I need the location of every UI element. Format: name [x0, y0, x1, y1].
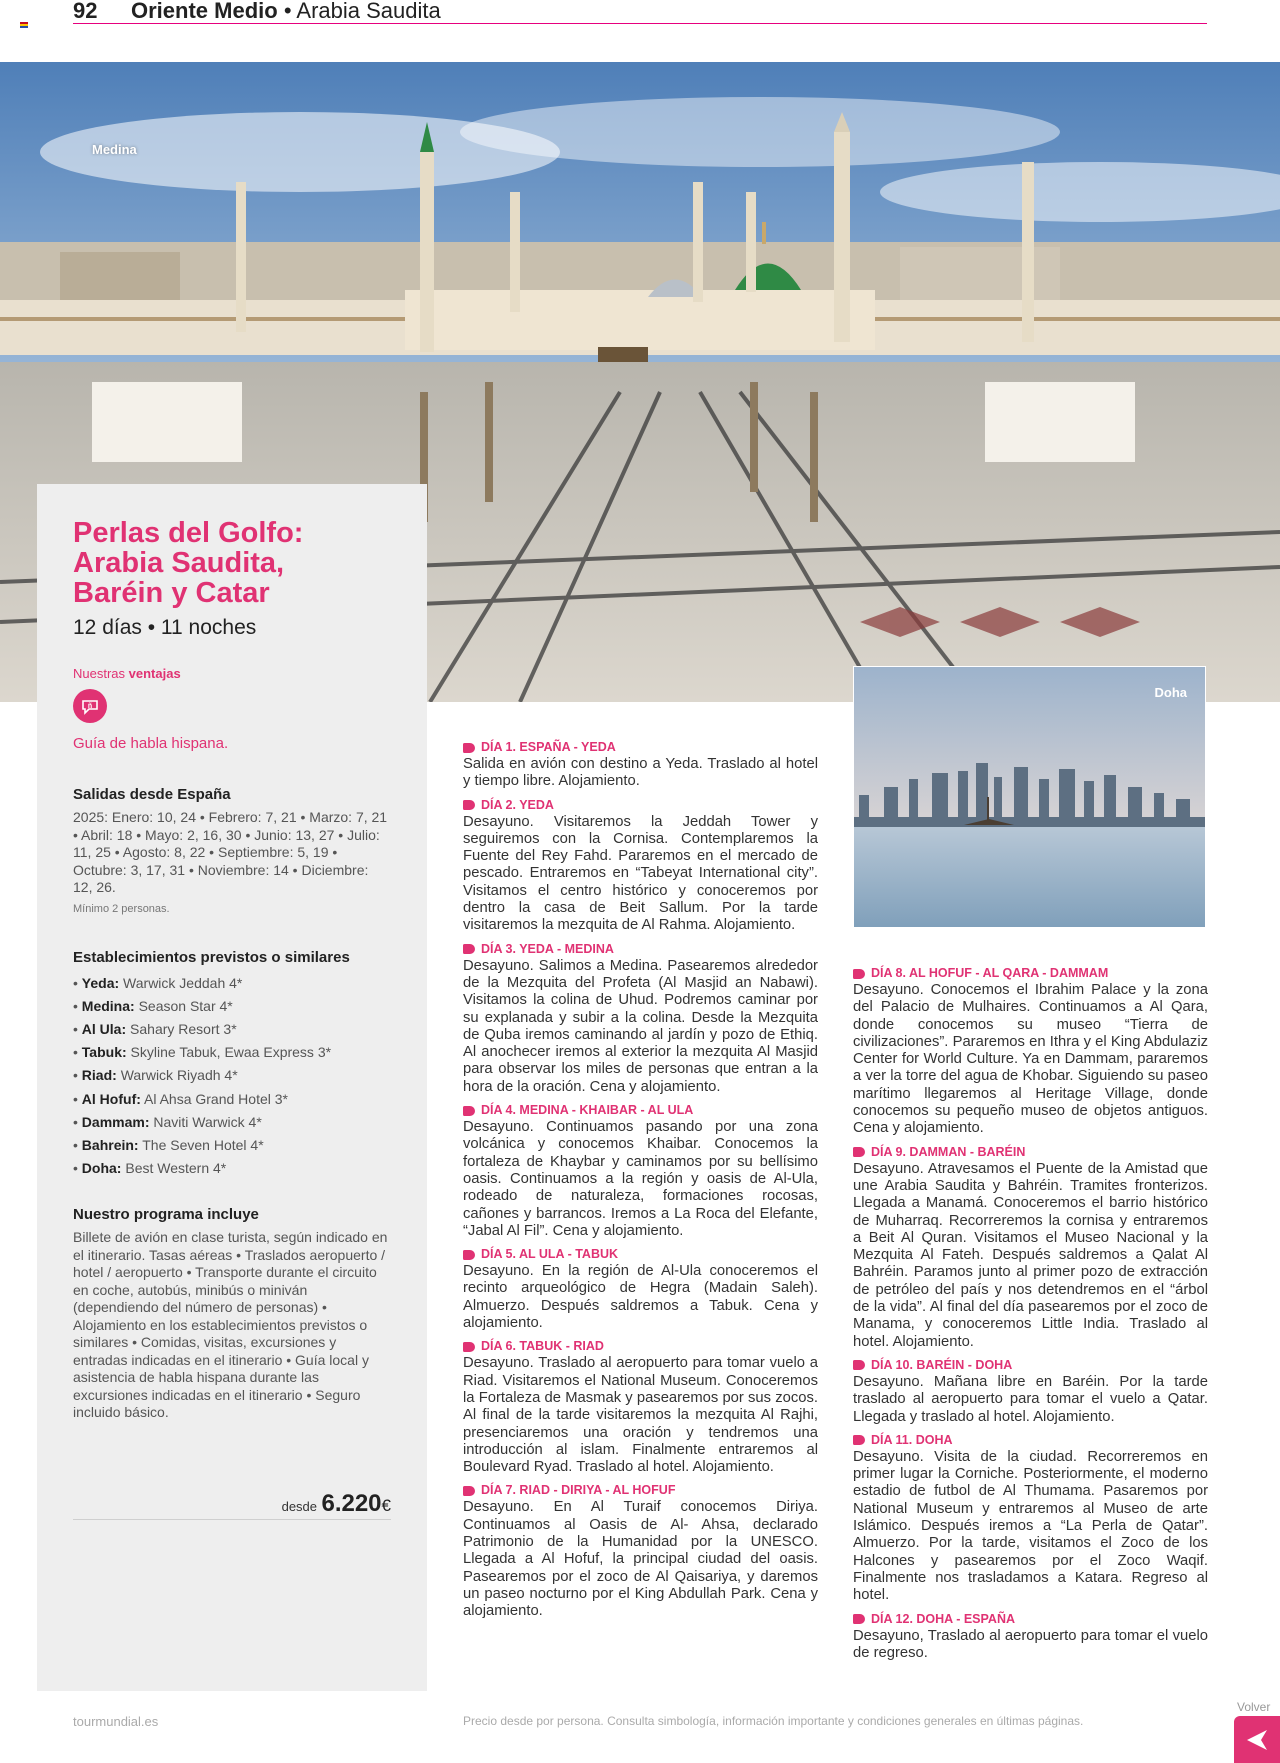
day-text: Desayuno. Continuamos pasando por una zona volcánica y conocemos Khaibar. Conocemos la fortaleza de Khaybar y caminamos por su bellísimo oasis. Continuamos a la región y oasis de Al-Ula, rodeado de naturaleza, formaciones rocosas, cañones y barrancos. Iremos a La Roca del Elefante, “Jabal Al Fil”. Cena y alojamiento.: [463, 1119, 818, 1239]
day-bullet-icon: [463, 1106, 475, 1116]
day-title: DÍA 1. ESPAÑA - YEDA: [481, 740, 616, 754]
section-title: [131, 0, 441, 24]
itinerary-day: [463, 1338, 818, 1476]
day-text: Desayuno. Mañana libre en Baréin. Por la tarde traslado al aeropuerto para tomar el vuelo a Qatar. Llegada y traslado al hotel. Alojamiento.: [853, 1373, 1208, 1425]
hotel-item: • Doha: Best Western 4*: [73, 1160, 227, 1177]
trip-title-line: Perlas del Golfo:: [73, 517, 304, 549]
doha-image: [853, 666, 1206, 928]
itinerary-day: [853, 965, 1208, 1138]
itinerary-day: [463, 1246, 818, 1332]
day-bullet-icon: [853, 1360, 865, 1370]
day-title: DÍA 7. RIAD - DIRIYA - AL HOFUF: [481, 1483, 676, 1498]
itinerary-day: [463, 797, 818, 935]
minimum-people-note: Mínimo 2 personas.: [73, 902, 170, 915]
day-bullet-icon: [463, 743, 475, 753]
itinerary-day: [853, 1432, 1208, 1605]
itinerary-column-2: [853, 965, 1208, 1668]
hotel-item: • Medina: Season Star 4*: [73, 997, 233, 1014]
departures-dates: 2025: Enero: 10, 24 • Febrero: 7, 21 • Marzo: 7, 21 • Abril: 18 • Mayo: 2, 16, 30 • Junio: 13, 27 • Julio: 11, 25 • Agosto: 8, 22 • Septiembre: 5, 19 • Octubre: 3, 17, 31 • Noviembre: 14 • Diciembre: 12, 26.: [73, 809, 388, 895]
day-title: DÍA 2. YEDA: [481, 797, 554, 812]
svg-text:ñ: ñ: [87, 703, 93, 710]
back-label: Volver: [1237, 1700, 1271, 1714]
day-title: DÍA 11. DOHA: [871, 1432, 953, 1447]
back-arrow-icon: [1245, 1728, 1269, 1752]
itinerary-day: [463, 941, 818, 1096]
trip-title-line: Arabia Saudita,: [73, 547, 285, 579]
doha-caption: Doha: [1154, 685, 1187, 700]
hotel-item: • Tabuk: Skyline Tabuk, Ewaa Express 3*: [73, 1044, 332, 1061]
hotels-heading: Establecimientos previstos o similares: [73, 948, 350, 966]
day-bullet-icon: [463, 1486, 475, 1496]
day-bullet-icon: [463, 1342, 475, 1352]
day-text: Desayuno. Salimos a Medina. Pasearemos alrededor de la Mezquita del Profeta (Al Masjid an Nabawi). Visitamos la colina de Uhud. Podremos caminar por su explanada y subir a la colina. Desde la Mezquita de Quba iremos caminando al jardín y pozo de Ethiq. Al anochecer iremos al exterior la mezquita Al Masjid para observar los miles de personas que entran a la hora de la oración. Cena y alojamiento.: [463, 957, 818, 1095]
hotel-item: • Riad: Warwick Riyadh 4*: [73, 1067, 238, 1084]
flag-icon: [20, 22, 28, 28]
trip-summary-panel: [37, 484, 427, 1691]
day-text: Desayuno. En Al Turaif conocemos Diriya. Continuamos al Oasis de Al- Ahsa, declarado Patrimonio de la Humanidad por la UNESCO. Llegada a Al Hofuf, la principal ciudad del oasis. Pasearemos por el zoco de Al Qaisariya, y daremos un paseo nocturno por el King Abdullah Park. Cena y alojamiento.: [463, 1499, 818, 1620]
website-link[interactable]: tourmundial.es: [73, 1714, 159, 1729]
header-separator: •: [283, 0, 292, 23]
page-header: [73, 0, 1207, 24]
hotel-list: [73, 972, 391, 1181]
hotel-item: • Yeda: Warwick Jeddah 4*: [73, 974, 243, 991]
day-bullet-icon: [853, 969, 865, 979]
itinerary-day: [853, 1611, 1208, 1663]
back-button[interactable]: [1234, 1716, 1280, 1763]
day-title: DÍA 3. YEDA - MEDINA: [481, 941, 614, 956]
itinerary-day: [463, 1482, 818, 1620]
country-name: Arabia Saudita: [296, 0, 441, 23]
trip-title-line: Baréin y Catar: [73, 577, 270, 609]
day-bullet-icon: [853, 1147, 865, 1157]
trip-title: [73, 518, 391, 608]
advantages-bold: ventajas: [128, 666, 181, 681]
departures-heading: Salidas desde España: [73, 786, 231, 803]
day-bullet-icon: [463, 1250, 475, 1260]
page-number: 92: [73, 0, 98, 23]
day-title: DÍA 9. DAMMAN - BARÉIN: [871, 1144, 1026, 1159]
day-title: DÍA 4. MEDINA - KHAIBAR - AL ULA: [481, 1103, 694, 1118]
day-text: Desayuno. Traslado al aeropuerto para tomar vuelo a Riad. Visitaremos el National Museum. Conoceremos la Fortaleza de Masmak y pasearemos por sus zocos. Al final de la tarde visitaremos la mezquita Al Rajhi, presenciaremos una oración y tendremos una introducción al islam. Finalmente entraremos al Boulevard Ryad. Traslado al hotel. Alojamiento.: [463, 1355, 818, 1476]
day-text: Desayuno, Traslado al aeropuerto para tomar el vuelo de regreso.: [853, 1627, 1208, 1661]
itinerary-day: [463, 1102, 818, 1240]
itinerary-day: [853, 1144, 1208, 1351]
region-name: Oriente Medio: [131, 0, 278, 23]
program-heading: Nuestro programa incluye: [73, 1206, 259, 1224]
day-text: Desayuno. Visitaremos la Jeddah Tower y seguiremos con la Cornisa. Contemplaremos la Fuente del Rey Fahd. Pararemos en el mercado de pescado. Entraremos en “Tabeyat International city”. Visitamos el centro histórico y conoceremos por dentro la casa de Beit Sallum. Por la tarde visitaremos la mezquita de Al Rahma. Alojamiento.: [463, 813, 818, 934]
spanish-guide-icon: [73, 689, 107, 723]
itinerary-day: [463, 739, 818, 791]
day-title: DÍA 8. AL HOFUF - AL QARA - DAMMAM: [871, 966, 1109, 980]
day-text: Desayuno. Visita de la ciudad. Recorreremos en primer lugar la Corniche. Posteriormente, el moderno estadio de futbol de Al Thumama. Pasaremos por National Museum y entraremos al Museo de arte Islámico. Después iremos a “La Perla de Qatar”. Almuerzo. Por la tarde, visitamos el Zoco de los Halcones y pasearemos por el Zoco Waqif. Finalmente nos trasladamos a Katara. Regreso al hotel.: [853, 1448, 1208, 1604]
day-bullet-icon: [853, 1614, 865, 1624]
hotel-item: • Bahrein: The Seven Hotel 4*: [73, 1136, 264, 1153]
day-text: Salida en avión con destino a Yeda. Traslado al hotel y tiempo libre. Alojamiento.: [463, 756, 818, 790]
hero-caption: Medina: [92, 142, 137, 157]
day-bullet-icon: [853, 1435, 865, 1445]
advantage-text: Guía de habla hispana.: [73, 735, 229, 752]
itinerary-column-1: [463, 739, 818, 1626]
day-title: DÍA 12. DOHA - ESPAÑA: [871, 1611, 1016, 1626]
advantages-prefix: Nuestras: [73, 666, 126, 681]
day-title: DÍA 6. TABUK - RIAD: [481, 1339, 604, 1354]
day-text: Desayuno. Conocemos el Ibrahim Palace y la zona del Palacio de Mulhaires. Continuamos a Al Qara, donde conocemos su museo “Tierra de civilizaciones”. Pararemos en Ithra y el King Abdulaziz Center for World Culture. Ya en Dammam, pararemos a ver la torre del agua de Khobar. Siguiendo su paseo marítimo llegaremos al Heritage Village, donde conocemos su pequeño museo de objetos antiguos. Cena y alojamiento.: [853, 982, 1208, 1137]
day-text: Desayuno. En la región de Al-Ula conoceremos el recinto arqueológico de Hegra (Madain Saleh). Almuerzo. Después saldremos a Tabuk. Cena y alojamiento.: [463, 1263, 818, 1332]
hotel-item: • Dammam: Naviti Warwick 4*: [73, 1113, 262, 1130]
day-bullet-icon: [463, 800, 475, 810]
trip-duration: 12 días • 11 noches: [73, 616, 257, 639]
price-disclaimer: Precio desde por persona. Consulta simbología, información importante y condiciones generales en últimas páginas.: [463, 1714, 1084, 1728]
doha-skyline-illustration: [854, 667, 1206, 928]
day-title: DÍA 5. AL ULA - TABUK: [481, 1247, 619, 1262]
program-includes: Billete de avión en clase turista, según indicado en el itinerario. Tasas aéreas • Traslados aeropuerto / hotel / aeropuerto • Transporte durante el circuito en coche, autobús, minibús o miniván (dependiendo del número de personas) • Alojamiento en los establecimientos previstos o similares • Comidas, visitas, excursiones y entradas indicadas en el itinerario • Guía local y asistencia de habla hispana durante las excursiones indicadas en el itinerario • Seguro incluido básico.: [73, 1229, 388, 1421]
price: [73, 1490, 391, 1520]
price-from-label: desde: [281, 1499, 318, 1514]
day-title: DÍA 10. BARÉIN - DOHA: [871, 1357, 1013, 1372]
hotel-item: • Al Hofuf: Al Ahsa Grand Hotel 3*: [73, 1090, 288, 1107]
day-text: Desayuno. Atravesamos el Puente de la Amistad que une Arabia Saudita y Bahréin. Tramites fronterizos. Llegada a Manamá. Conoceremos el barrio histórico de Muharraq. Recorreremos la cornisa y entraremos a Beit Al Quran. Visitamos el Museo Nacional y la Mezquita Al Fateh. Después saldremos a Qalat Al Bahréin. Paramos junto al primer pozo de extracción de petróleo del país y nos detendremos en el “árbol de la vida”. Al final del día pasearemos por el zoco de Manama, y conoceremos Little India. Traslado al hotel. Alojamiento.: [853, 1160, 1208, 1350]
itinerary-day: [853, 1357, 1208, 1426]
advantages-label: [73, 666, 391, 681]
hotel-item: • Al Ula: Sahary Resort 3*: [73, 1020, 237, 1037]
price-amount: 6.220: [321, 1490, 382, 1517]
price-currency: €: [381, 1496, 391, 1515]
day-bullet-icon: [463, 944, 475, 954]
